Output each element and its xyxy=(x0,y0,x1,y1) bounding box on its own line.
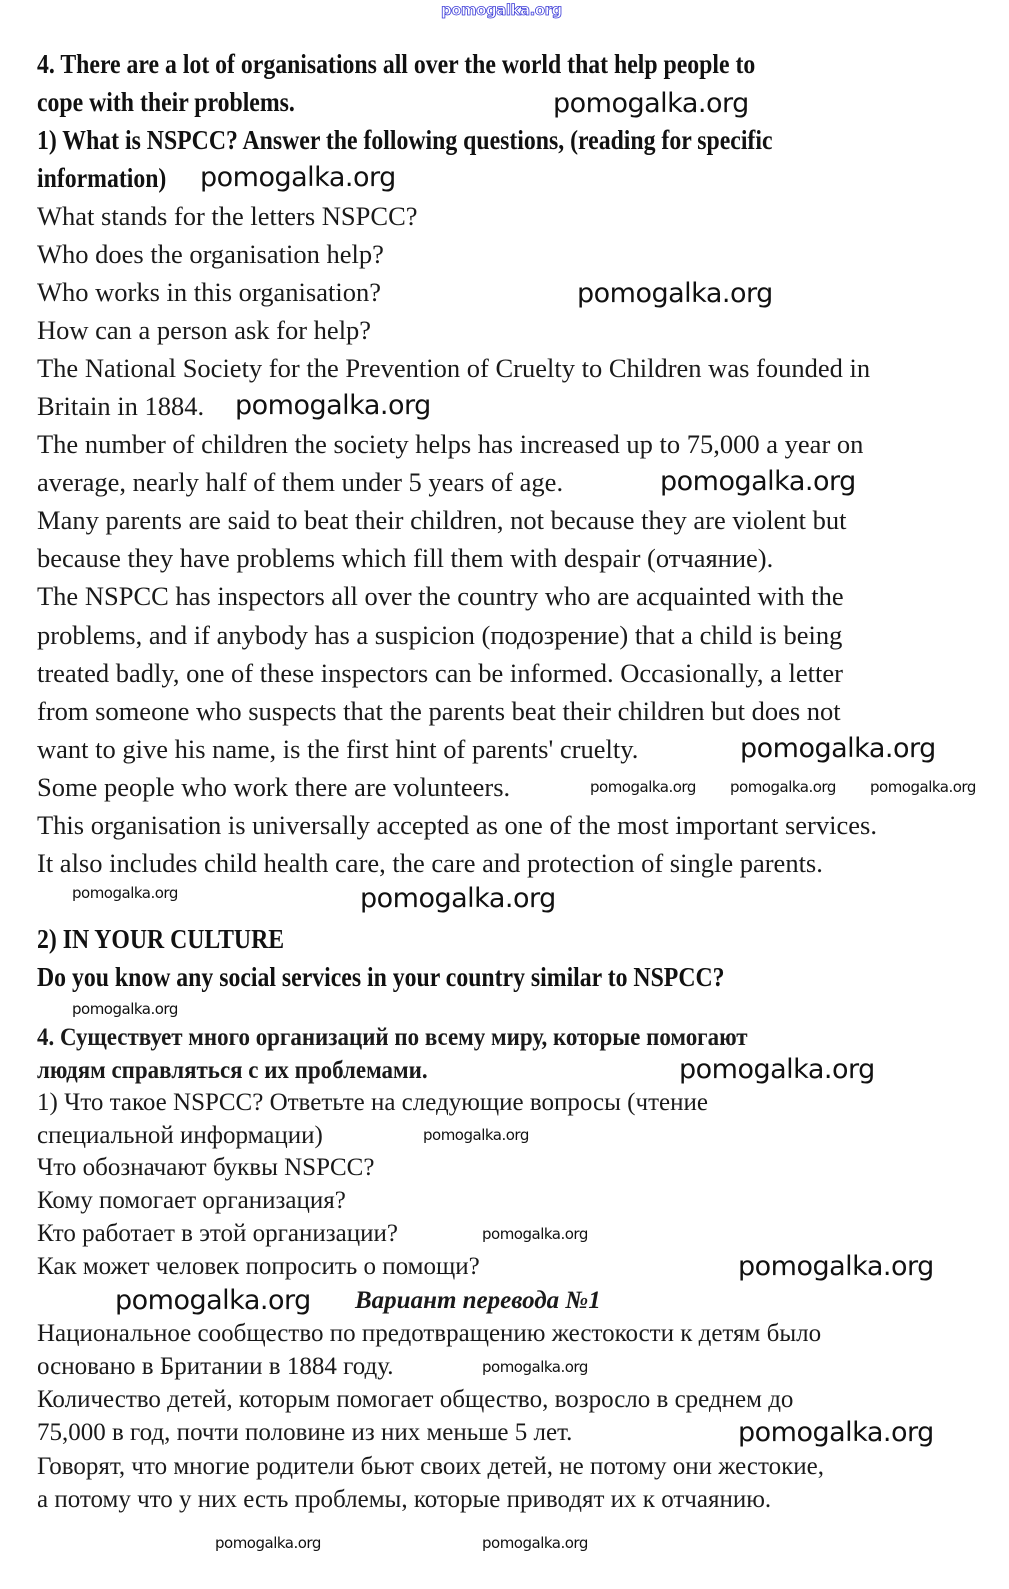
text-line: Britain in 1884. xyxy=(37,391,205,421)
watermark: pomogalka.org xyxy=(577,278,773,309)
text-line: problems, and if anybody has a suspicion (подозрение) that a child is being xyxy=(37,620,843,650)
text-line: The National Society for the Prevention of Cruelty to Children was founded in xyxy=(37,353,871,383)
watermark: pomogalka.org xyxy=(235,390,431,421)
watermark: pomogalka.org xyxy=(482,1534,588,1552)
text-line: The number of children the society helps has increased up to 75,000 a year on xyxy=(37,429,864,459)
subtask-heading: information) xyxy=(37,163,167,193)
text-line: want to give his name, is the first hint of parents' cruelty. xyxy=(37,734,639,764)
watermark: pomogalka.org xyxy=(679,1054,875,1085)
question-line-ru: Кто работает в этой организации? xyxy=(37,1220,398,1247)
watermark: pomogalka.org xyxy=(115,1285,311,1316)
culture-heading: 2) IN YOUR CULTURE xyxy=(37,924,285,954)
text-line: from someone who suspects that the parents beat their children but does not xyxy=(37,696,841,726)
subtask-ru: 1) Что такое NSPCC? Ответьте на следующие вопросы (чтение xyxy=(37,1089,708,1116)
text-line: because they have problems which fill them with despair (отчаяние). xyxy=(37,543,774,573)
text-line: average, nearly half of them under 5 years of age. xyxy=(37,467,564,497)
watermark: pomogalka.org xyxy=(590,778,696,796)
task-heading-ru: 4. Существует много организаций по всему миру, которые помогают xyxy=(37,1022,748,1051)
variant-heading: Вариант перевода №1 xyxy=(355,1287,601,1314)
question-line: What stands for the letters NSPCC? xyxy=(37,201,418,231)
watermark: pomogalka.org xyxy=(441,1,562,19)
watermark: pomogalka.org xyxy=(738,1417,934,1448)
question-line-ru: Кому помогает организация? xyxy=(37,1187,346,1214)
text-line: Many parents are said to beat their children, not because they are violent but xyxy=(37,505,847,535)
text-line: Some people who work there are volunteers. xyxy=(37,772,511,802)
question-line: How can a person ask for help? xyxy=(37,315,372,345)
text-line-ru: Количество детей, которым помогает общество, возросло в среднем до xyxy=(37,1386,794,1413)
text-line: This organisation is universally accepted as one of the most important services. xyxy=(37,810,877,840)
question-line-ru: Что обозначают буквы NSPCC? xyxy=(37,1154,375,1181)
watermark: pomogalka.org xyxy=(870,778,976,796)
text-line-ru: 75,000 в год, почти половине из них меньше 5 лет. xyxy=(37,1419,573,1446)
subtask-heading: 1) What is NSPCC? Answer the following questions, (reading for specific xyxy=(37,125,773,155)
task-heading: cope with their problems. xyxy=(37,87,295,117)
text-line-ru: основано в Британии в 1884 году. xyxy=(37,1353,394,1380)
subtask-ru: специальной информации) xyxy=(37,1122,323,1149)
task-heading-ru: людям справляться с их проблемами. xyxy=(37,1055,428,1084)
watermark: pomogalka.org xyxy=(360,883,556,914)
watermark: pomogalka.org xyxy=(72,884,178,902)
text-line: It also includes child health care, the care and protection of single parents. xyxy=(37,848,823,878)
text-line: treated badly, one of these inspectors can be informed. Occasionally, a letter xyxy=(37,658,843,688)
task-heading: 4. There are a lot of organisations all over the world that help people to xyxy=(37,49,756,79)
watermark: pomogalka.org xyxy=(553,88,749,119)
question-line: Who does the organisation help? xyxy=(37,239,384,269)
watermark: pomogalka.org xyxy=(215,1534,321,1552)
watermark: pomogalka.org xyxy=(482,1225,588,1243)
text-line: The NSPCC has inspectors all over the country who are acquainted with the xyxy=(37,581,844,611)
question-line-ru: Как может человек попросить о помощи? xyxy=(37,1253,480,1280)
question-line: Who works in this organisation? xyxy=(37,277,381,307)
watermark: pomogalka.org xyxy=(482,1358,588,1376)
watermark: pomogalka.org xyxy=(200,162,396,193)
text-line-ru: Говорят, что многие родители бьют своих детей, не потому они жестокие, xyxy=(37,1453,824,1480)
watermark: pomogalka.org xyxy=(660,466,856,497)
watermark: pomogalka.org xyxy=(738,1251,934,1282)
watermark: pomogalka.org xyxy=(423,1126,529,1144)
watermark: pomogalka.org xyxy=(740,733,936,764)
culture-question: Do you know any social services in your country similar to NSPCC? xyxy=(37,962,725,992)
watermark: pomogalka.org xyxy=(730,778,836,796)
watermark: pomogalka.org xyxy=(72,1000,178,1018)
text-line-ru: Национальное сообщество по предотвращению жестокости к детям было xyxy=(37,1320,822,1347)
text-line-ru: а потому что у них есть проблемы, которые приводят их к отчаянию. xyxy=(37,1486,772,1513)
